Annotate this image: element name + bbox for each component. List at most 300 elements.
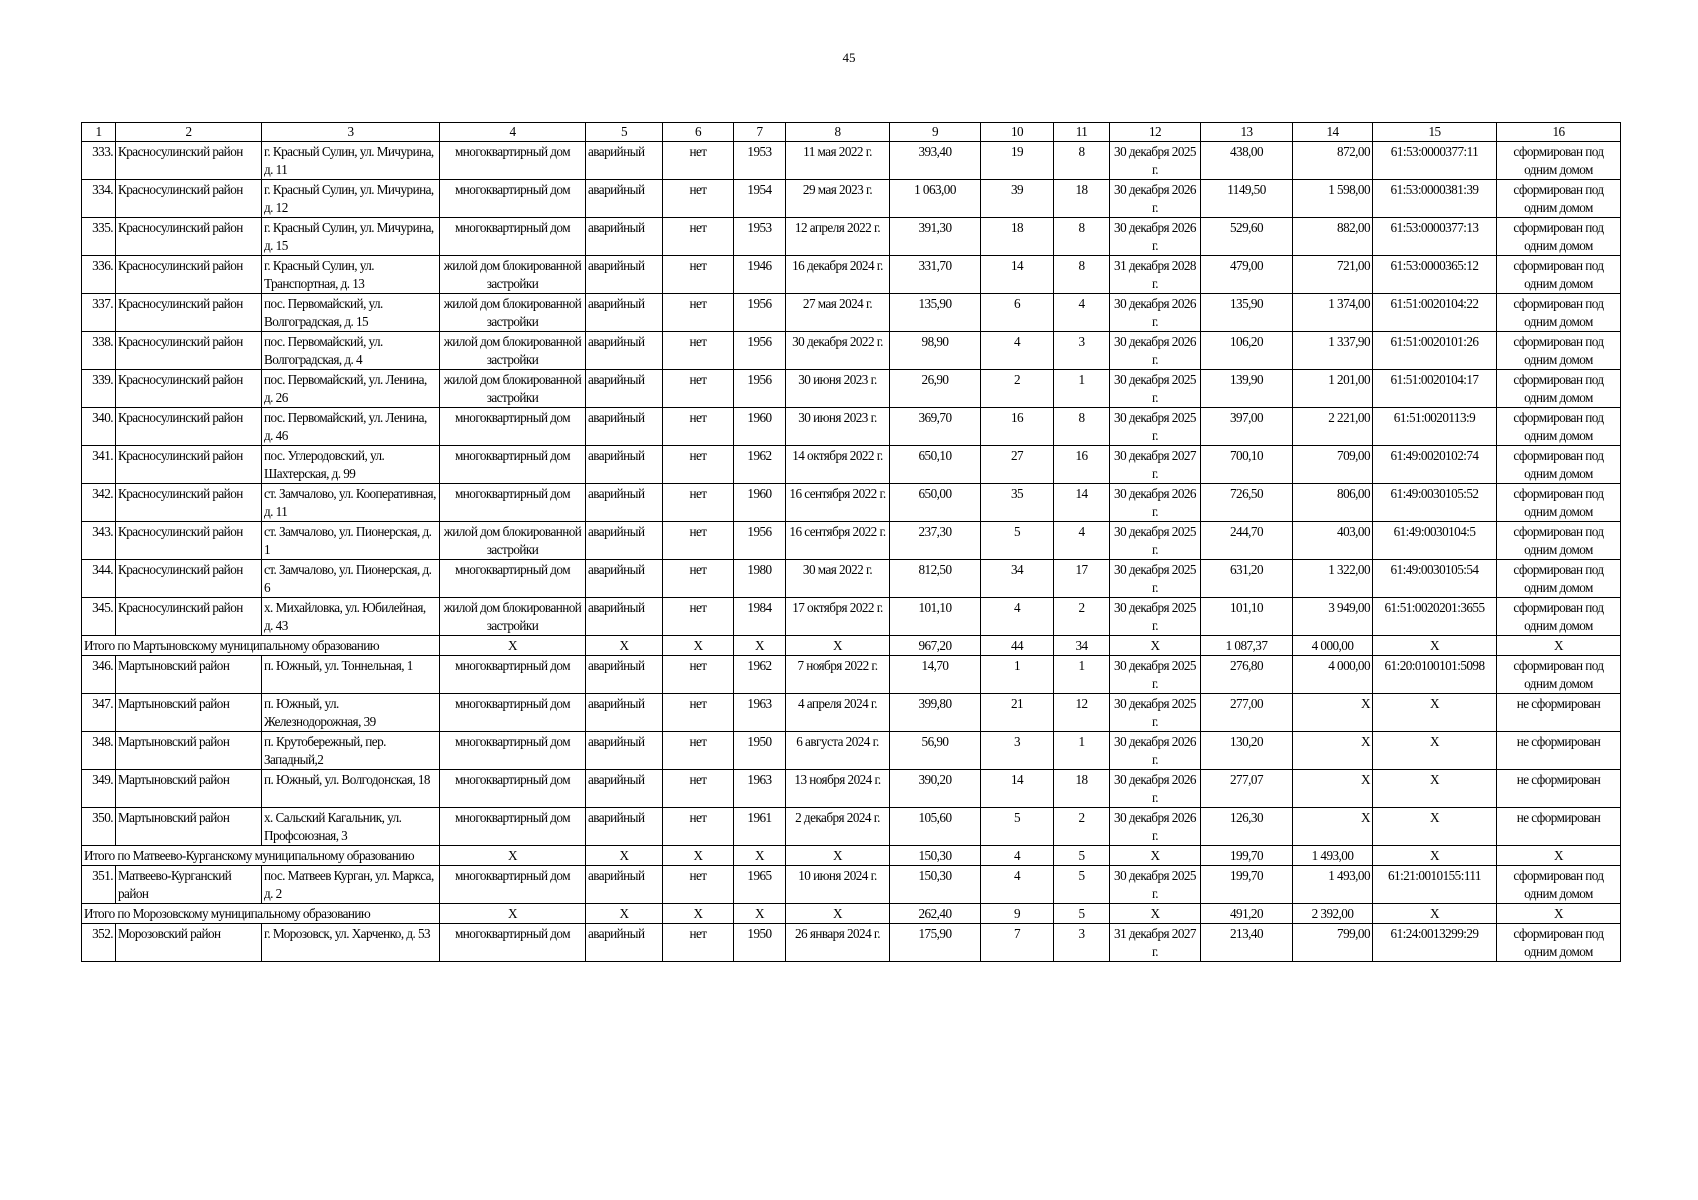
residents-cell: 44 xyxy=(981,636,1054,656)
land-plot-status-cell: сформирован под одним домом xyxy=(1497,332,1621,370)
residents-cell: 3 xyxy=(981,732,1054,770)
flag-cell: нет xyxy=(663,370,734,408)
row-number: 334. xyxy=(82,180,116,218)
deadline-cell: 31 декабря 2028 г. xyxy=(1110,256,1201,294)
land-plot-status-cell: сформирован под одним домом xyxy=(1497,484,1621,522)
cadastral-number-cell: 61:51:0020104:17 xyxy=(1373,370,1497,408)
table-row xyxy=(82,732,1621,770)
year-cell: 1961 xyxy=(734,808,786,846)
premises-cell: 1 xyxy=(1054,370,1110,408)
flag-cell: нет xyxy=(663,408,734,446)
column-number: 10 xyxy=(981,123,1054,142)
resettlement-area-cell: 106,20 xyxy=(1201,332,1293,370)
deadline-cell: 30 декабря 2025 г. xyxy=(1110,694,1201,732)
table-row xyxy=(82,866,1621,904)
deadline-cell: 30 декабря 2025 г. xyxy=(1110,598,1201,636)
resettlement-area-cell: 631,20 xyxy=(1201,560,1293,598)
subtotal-row xyxy=(82,904,1621,924)
cadastral-number-cell: 61:51:0020104:22 xyxy=(1373,294,1497,332)
land-area-cell: 806,00 xyxy=(1293,484,1373,522)
row-number: 346. xyxy=(82,656,116,694)
row-number: 335. xyxy=(82,218,116,256)
area-cell: 101,10 xyxy=(890,598,981,636)
residents-cell: 39 xyxy=(981,180,1054,218)
building-type-cell: многоквартирный дом xyxy=(440,656,586,694)
cadastral-number-cell: 61:51:0020201:3655 xyxy=(1373,598,1497,636)
building-type-cell: многоквартирный дом xyxy=(440,484,586,522)
resettlement-area-cell: 277,07 xyxy=(1201,770,1293,808)
premises-cell: 34 xyxy=(1054,636,1110,656)
row-number: 349. xyxy=(82,770,116,808)
flag-cell: нет xyxy=(663,808,734,846)
column-number: 1 xyxy=(82,123,116,142)
deadline-cell: 30 декабря 2026 г. xyxy=(1110,294,1201,332)
address-cell: пос. Первомайский, ул. Ленина, д. 46 xyxy=(262,408,440,446)
table-row xyxy=(82,408,1621,446)
address-cell: пос. Первомайский, ул. Волгоградская, д. 15 xyxy=(262,294,440,332)
recognition-date-cell: Х xyxy=(786,904,890,924)
recognition-date-cell: 16 декабря 2024 г. xyxy=(786,256,890,294)
recognition-date-cell: 27 мая 2024 г. xyxy=(786,294,890,332)
address-cell: г. Красный Сулин, ул. Транспортная, д. 13 xyxy=(262,256,440,294)
table-row xyxy=(82,808,1621,846)
land-area-cell: 1 598,00 xyxy=(1293,180,1373,218)
land-plot-status-cell: сформирован под одним домом xyxy=(1497,446,1621,484)
address-cell: х. Сальский Кагальник, ул. Профсоюзная, 3 xyxy=(262,808,440,846)
condition-cell: аварийный xyxy=(586,370,663,408)
condition-cell: аварийный xyxy=(586,866,663,904)
cadastral-number-cell: 61:49:0030105:54 xyxy=(1373,560,1497,598)
land-plot-status-cell: сформирован под одним домом xyxy=(1497,866,1621,904)
residents-cell: 21 xyxy=(981,694,1054,732)
cadastral-number-cell: 61:49:0020102:74 xyxy=(1373,446,1497,484)
residents-cell: 34 xyxy=(981,560,1054,598)
address-cell: г. Красный Сулин, ул. Мичурина, д. 11 xyxy=(262,142,440,180)
row-number: 336. xyxy=(82,256,116,294)
subtotal-label: Итого по Мартыновскому муниципальному образованию xyxy=(82,636,440,656)
district-cell: Матвеево-Курганский район xyxy=(116,866,262,904)
premises-cell: 2 xyxy=(1054,808,1110,846)
deadline-cell: 30 декабря 2025 г. xyxy=(1110,142,1201,180)
district-cell: Красносулинский район xyxy=(116,484,262,522)
row-number: 341. xyxy=(82,446,116,484)
building-type-cell: многоквартирный дом xyxy=(440,732,586,770)
area-cell: 56,90 xyxy=(890,732,981,770)
residents-cell: 27 xyxy=(981,446,1054,484)
land-plot-status-cell: сформирован под одним домом xyxy=(1497,656,1621,694)
land-area-cell: 1 374,00 xyxy=(1293,294,1373,332)
residents-cell: 14 xyxy=(981,770,1054,808)
address-cell: п. Южный, ул. Волгодонская, 18 xyxy=(262,770,440,808)
deadline-cell: Х xyxy=(1110,904,1201,924)
area-cell: 98,90 xyxy=(890,332,981,370)
area-cell: 150,30 xyxy=(890,846,981,866)
land-area-cell: 799,00 xyxy=(1293,924,1373,962)
land-plot-status-cell: сформирован под одним домом xyxy=(1497,924,1621,962)
land-area-cell: 872,00 xyxy=(1293,142,1373,180)
land-plot-status-cell: сформирован под одним домом xyxy=(1497,294,1621,332)
residents-cell: 1 xyxy=(981,656,1054,694)
flag-cell: нет xyxy=(663,484,734,522)
condition-cell: Х xyxy=(586,904,663,924)
area-cell: 237,30 xyxy=(890,522,981,560)
land-plot-status-cell: Х xyxy=(1497,846,1621,866)
condition-cell: аварийный xyxy=(586,656,663,694)
row-number: 350. xyxy=(82,808,116,846)
deadline-cell: 30 декабря 2025 г. xyxy=(1110,656,1201,694)
premises-cell: 8 xyxy=(1054,218,1110,256)
building-type-cell: многоквартирный дом xyxy=(440,770,586,808)
building-type-cell: многоквартирный дом xyxy=(440,808,586,846)
table-row xyxy=(82,218,1621,256)
recognition-date-cell: 11 мая 2022 г. xyxy=(786,142,890,180)
flag-cell: нет xyxy=(663,332,734,370)
resettlement-area-cell: 1149,50 xyxy=(1201,180,1293,218)
year-cell: 1960 xyxy=(734,408,786,446)
resettlement-area-cell: 397,00 xyxy=(1201,408,1293,446)
land-area-cell: 2 221,00 xyxy=(1293,408,1373,446)
table-row xyxy=(82,522,1621,560)
area-cell: 391,30 xyxy=(890,218,981,256)
premises-cell: 3 xyxy=(1054,332,1110,370)
area-cell: 14,70 xyxy=(890,656,981,694)
deadline-cell: 30 декабря 2026 г. xyxy=(1110,808,1201,846)
year-cell: Х xyxy=(734,904,786,924)
land-area-cell: 1 201,00 xyxy=(1293,370,1373,408)
district-cell: Красносулинский район xyxy=(116,218,262,256)
residents-cell: 35 xyxy=(981,484,1054,522)
subtotal-label: Итого по Морозовскому муниципальному образованию xyxy=(82,904,440,924)
cadastral-number-cell: 61:53:0000377:13 xyxy=(1373,218,1497,256)
district-cell: Красносулинский район xyxy=(116,408,262,446)
premises-cell: 16 xyxy=(1054,446,1110,484)
building-type-cell: Х xyxy=(440,904,586,924)
recognition-date-cell: 4 апреля 2024 г. xyxy=(786,694,890,732)
premises-cell: 1 xyxy=(1054,732,1110,770)
flag-cell: нет xyxy=(663,446,734,484)
land-area-cell: 1 493,00 xyxy=(1293,846,1373,866)
area-cell: 331,70 xyxy=(890,256,981,294)
cadastral-number-cell: 61:53:0000381:39 xyxy=(1373,180,1497,218)
building-type-cell: жилой дом блокированной застройки xyxy=(440,370,586,408)
year-cell: 1953 xyxy=(734,218,786,256)
area-cell: 175,90 xyxy=(890,924,981,962)
table-row xyxy=(82,180,1621,218)
residents-cell: 19 xyxy=(981,142,1054,180)
condition-cell: аварийный xyxy=(586,218,663,256)
premises-cell: 5 xyxy=(1054,904,1110,924)
table-row xyxy=(82,770,1621,808)
premises-cell: 2 xyxy=(1054,598,1110,636)
area-cell: 650,00 xyxy=(890,484,981,522)
recognition-date-cell: 29 мая 2023 г. xyxy=(786,180,890,218)
recognition-date-cell: 30 мая 2022 г. xyxy=(786,560,890,598)
subtotal-label: Итого по Матвеево-Курганскому муниципальному образованию xyxy=(82,846,440,866)
cadastral-number-cell: 61:53:0000377:11 xyxy=(1373,142,1497,180)
premises-cell: 8 xyxy=(1054,408,1110,446)
cadastral-number-cell: 61:21:0010155:111 xyxy=(1373,866,1497,904)
year-cell: 1953 xyxy=(734,142,786,180)
premises-cell: 1 xyxy=(1054,656,1110,694)
deadline-cell: 30 декабря 2026 г. xyxy=(1110,732,1201,770)
address-cell: п. Южный, ул. Тоннельная, 1 xyxy=(262,656,440,694)
row-number: 344. xyxy=(82,560,116,598)
land-plot-status-cell: не сформирован xyxy=(1497,732,1621,770)
land-plot-status-cell: не сформирован xyxy=(1497,694,1621,732)
resettlement-area-cell: 277,00 xyxy=(1201,694,1293,732)
premises-cell: 14 xyxy=(1054,484,1110,522)
row-number: 337. xyxy=(82,294,116,332)
condition-cell: аварийный xyxy=(586,180,663,218)
land-area-cell: 709,00 xyxy=(1293,446,1373,484)
column-number: 5 xyxy=(586,123,663,142)
flag-cell: нет xyxy=(663,180,734,218)
column-number: 8 xyxy=(786,123,890,142)
premises-cell: 5 xyxy=(1054,846,1110,866)
resettlement-area-cell: 199,70 xyxy=(1201,866,1293,904)
deadline-cell: 30 декабря 2026 г. xyxy=(1110,218,1201,256)
deadline-cell: 30 декабря 2026 г. xyxy=(1110,770,1201,808)
condition-cell: аварийный xyxy=(586,332,663,370)
premises-cell: 17 xyxy=(1054,560,1110,598)
condition-cell: аварийный xyxy=(586,560,663,598)
residents-cell: 14 xyxy=(981,256,1054,294)
table-body xyxy=(82,123,1621,962)
resettlement-area-cell: 244,70 xyxy=(1201,522,1293,560)
cadastral-number-cell: Х xyxy=(1373,732,1497,770)
address-cell: х. Михайловка, ул. Юбилейная, д. 43 xyxy=(262,598,440,636)
cadastral-number-cell: 61:53:0000365:12 xyxy=(1373,256,1497,294)
district-cell: Мартыновский район xyxy=(116,656,262,694)
building-type-cell: многоквартирный дом xyxy=(440,218,586,256)
cadastral-number-cell: Х xyxy=(1373,694,1497,732)
area-cell: 26,90 xyxy=(890,370,981,408)
year-cell: 1950 xyxy=(734,924,786,962)
resettlement-area-cell: 491,20 xyxy=(1201,904,1293,924)
land-plot-status-cell: не сформирован xyxy=(1497,770,1621,808)
cadastral-number-cell: 61:20:0100101:5098 xyxy=(1373,656,1497,694)
recognition-date-cell: Х xyxy=(786,636,890,656)
subtotal-row xyxy=(82,636,1621,656)
year-cell: Х xyxy=(734,636,786,656)
building-type-cell: Х xyxy=(440,636,586,656)
row-number: 345. xyxy=(82,598,116,636)
flag-cell: нет xyxy=(663,142,734,180)
land-area-cell: 721,00 xyxy=(1293,256,1373,294)
address-cell: ст. Замчалово, ул. Пионерская, д. 6 xyxy=(262,560,440,598)
building-type-cell: многоквартирный дом xyxy=(440,866,586,904)
row-number: 352. xyxy=(82,924,116,962)
land-area-cell: 1 322,00 xyxy=(1293,560,1373,598)
land-plot-status-cell: Х xyxy=(1497,904,1621,924)
building-type-cell: Х xyxy=(440,846,586,866)
year-cell: 1956 xyxy=(734,522,786,560)
building-type-cell: многоквартирный дом xyxy=(440,924,586,962)
area-cell: 812,50 xyxy=(890,560,981,598)
land-plot-status-cell: сформирован под одним домом xyxy=(1497,142,1621,180)
land-plot-status-cell: сформирован под одним домом xyxy=(1497,180,1621,218)
area-cell: 150,30 xyxy=(890,866,981,904)
column-number: 7 xyxy=(734,123,786,142)
address-cell: пос. Первомайский, ул. Волгоградская, д. 4 xyxy=(262,332,440,370)
page-number: 45 xyxy=(842,50,856,65)
area-cell: 967,20 xyxy=(890,636,981,656)
table-row xyxy=(82,484,1621,522)
address-cell: ст. Замчалово, ул. Кооперативная, д. 11 xyxy=(262,484,440,522)
condition-cell: аварийный xyxy=(586,408,663,446)
recognition-date-cell: 14 октября 2022 г. xyxy=(786,446,890,484)
district-cell: Красносулинский район xyxy=(116,522,262,560)
table-row xyxy=(82,332,1621,370)
resettlement-area-cell: 276,80 xyxy=(1201,656,1293,694)
table-row xyxy=(82,256,1621,294)
residents-cell: 18 xyxy=(981,218,1054,256)
condition-cell: аварийный xyxy=(586,808,663,846)
flag-cell: Х xyxy=(663,846,734,866)
table-row xyxy=(82,142,1621,180)
residents-cell: 9 xyxy=(981,904,1054,924)
row-number: 333. xyxy=(82,142,116,180)
building-type-cell: многоквартирный дом xyxy=(440,408,586,446)
cadastral-number-cell: Х xyxy=(1373,636,1497,656)
deadline-cell: Х xyxy=(1110,846,1201,866)
flag-cell: нет xyxy=(663,294,734,332)
flag-cell: нет xyxy=(663,770,734,808)
resettlement-area-cell: 130,20 xyxy=(1201,732,1293,770)
building-type-cell: жилой дом блокированной застройки xyxy=(440,598,586,636)
land-area-cell: 1 493,00 xyxy=(1293,866,1373,904)
flag-cell: Х xyxy=(663,636,734,656)
district-cell: Красносулинский район xyxy=(116,370,262,408)
building-type-cell: жилой дом блокированной застройки xyxy=(440,332,586,370)
resettlement-area-cell: 479,00 xyxy=(1201,256,1293,294)
land-area-cell: Х xyxy=(1293,808,1373,846)
deadline-cell: 30 декабря 2026 г. xyxy=(1110,332,1201,370)
recognition-date-cell: 16 сентября 2022 г. xyxy=(786,522,890,560)
resettlement-area-cell: 700,10 xyxy=(1201,446,1293,484)
year-cell: 1946 xyxy=(734,256,786,294)
land-area-cell: 4 000,00 xyxy=(1293,656,1373,694)
condition-cell: Х xyxy=(586,636,663,656)
area-cell: 369,70 xyxy=(890,408,981,446)
deadline-cell: 30 декабря 2026 г. xyxy=(1110,180,1201,218)
resettlement-area-cell: 1 087,37 xyxy=(1201,636,1293,656)
building-type-cell: многоквартирный дом xyxy=(440,560,586,598)
district-cell: Красносулинский район xyxy=(116,332,262,370)
year-cell: Х xyxy=(734,846,786,866)
address-cell: пос. Матвеев Курган, ул. Маркса, д. 2 xyxy=(262,866,440,904)
year-cell: 1984 xyxy=(734,598,786,636)
deadline-cell: 30 декабря 2025 г. xyxy=(1110,560,1201,598)
building-type-cell: многоквартирный дом xyxy=(440,180,586,218)
condition-cell: аварийный xyxy=(586,256,663,294)
land-area-cell: 403,00 xyxy=(1293,522,1373,560)
table-row xyxy=(82,370,1621,408)
column-number: 14 xyxy=(1293,123,1373,142)
year-cell: 1962 xyxy=(734,656,786,694)
residents-cell: 4 xyxy=(981,332,1054,370)
subtotal-row xyxy=(82,846,1621,866)
recognition-date-cell: 17 октября 2022 г. xyxy=(786,598,890,636)
flag-cell: Х xyxy=(663,904,734,924)
premises-cell: 18 xyxy=(1054,180,1110,218)
cadastral-number-cell: Х xyxy=(1373,808,1497,846)
resettlement-area-cell: 726,50 xyxy=(1201,484,1293,522)
year-cell: 1963 xyxy=(734,770,786,808)
address-cell: г. Морозовск, ул. Харченко, д. 53 xyxy=(262,924,440,962)
column-number: 6 xyxy=(663,123,734,142)
district-cell: Мартыновский район xyxy=(116,694,262,732)
building-type-cell: жилой дом блокированной застройки xyxy=(440,522,586,560)
land-area-cell: Х xyxy=(1293,732,1373,770)
residents-cell: 4 xyxy=(981,866,1054,904)
resettlement-area-cell: 438,00 xyxy=(1201,142,1293,180)
premises-cell: 4 xyxy=(1054,294,1110,332)
land-plot-status-cell: не сформирован xyxy=(1497,808,1621,846)
district-cell: Красносулинский район xyxy=(116,256,262,294)
recognition-date-cell: 2 декабря 2024 г. xyxy=(786,808,890,846)
residents-cell: 6 xyxy=(981,294,1054,332)
row-number: 340. xyxy=(82,408,116,446)
building-type-cell: многоквартирный дом xyxy=(440,446,586,484)
table-row xyxy=(82,446,1621,484)
row-number: 342. xyxy=(82,484,116,522)
address-cell: пос. Углеродовский, ул. Шахтерская, д. 99 xyxy=(262,446,440,484)
recognition-date-cell: 10 июня 2024 г. xyxy=(786,866,890,904)
area-cell: 650,10 xyxy=(890,446,981,484)
year-cell: 1956 xyxy=(734,332,786,370)
address-cell: п. Крутобережный, пер. Западный,2 xyxy=(262,732,440,770)
cadastral-number-cell: 61:51:0020101:26 xyxy=(1373,332,1497,370)
residents-cell: 5 xyxy=(981,522,1054,560)
district-cell: Мартыновский район xyxy=(116,770,262,808)
district-cell: Мартыновский район xyxy=(116,808,262,846)
recognition-date-cell: 16 сентября 2022 г. xyxy=(786,484,890,522)
recognition-date-cell: 12 апреля 2022 г. xyxy=(786,218,890,256)
recognition-date-cell: 26 января 2024 г. xyxy=(786,924,890,962)
residents-cell: 16 xyxy=(981,408,1054,446)
resettlement-area-cell: 213,40 xyxy=(1201,924,1293,962)
premises-cell: 4 xyxy=(1054,522,1110,560)
condition-cell: Х xyxy=(586,846,663,866)
recognition-date-cell: 30 июня 2023 г. xyxy=(786,370,890,408)
flag-cell: нет xyxy=(663,694,734,732)
column-number: 13 xyxy=(1201,123,1293,142)
land-plot-status-cell: сформирован под одним домом xyxy=(1497,408,1621,446)
flag-cell: нет xyxy=(663,656,734,694)
building-type-cell: жилой дом блокированной застройки xyxy=(440,294,586,332)
residents-cell: 5 xyxy=(981,808,1054,846)
area-cell: 393,40 xyxy=(890,142,981,180)
row-number: 348. xyxy=(82,732,116,770)
flag-cell: нет xyxy=(663,218,734,256)
cadastral-number-cell: 61:51:0020113:9 xyxy=(1373,408,1497,446)
area-cell: 105,60 xyxy=(890,808,981,846)
resettlement-area-cell: 199,70 xyxy=(1201,846,1293,866)
row-number: 338. xyxy=(82,332,116,370)
column-number: 12 xyxy=(1110,123,1201,142)
row-number: 343. xyxy=(82,522,116,560)
address-cell: г. Красный Сулин, ул. Мичурина, д. 12 xyxy=(262,180,440,218)
cadastral-number-cell: Х xyxy=(1373,770,1497,808)
flag-cell: нет xyxy=(663,732,734,770)
residents-cell: 4 xyxy=(981,598,1054,636)
land-area-cell: Х xyxy=(1293,694,1373,732)
land-plot-status-cell: Х xyxy=(1497,636,1621,656)
district-cell: Красносулинский район xyxy=(116,142,262,180)
table-row xyxy=(82,598,1621,636)
row-number: 351. xyxy=(82,866,116,904)
